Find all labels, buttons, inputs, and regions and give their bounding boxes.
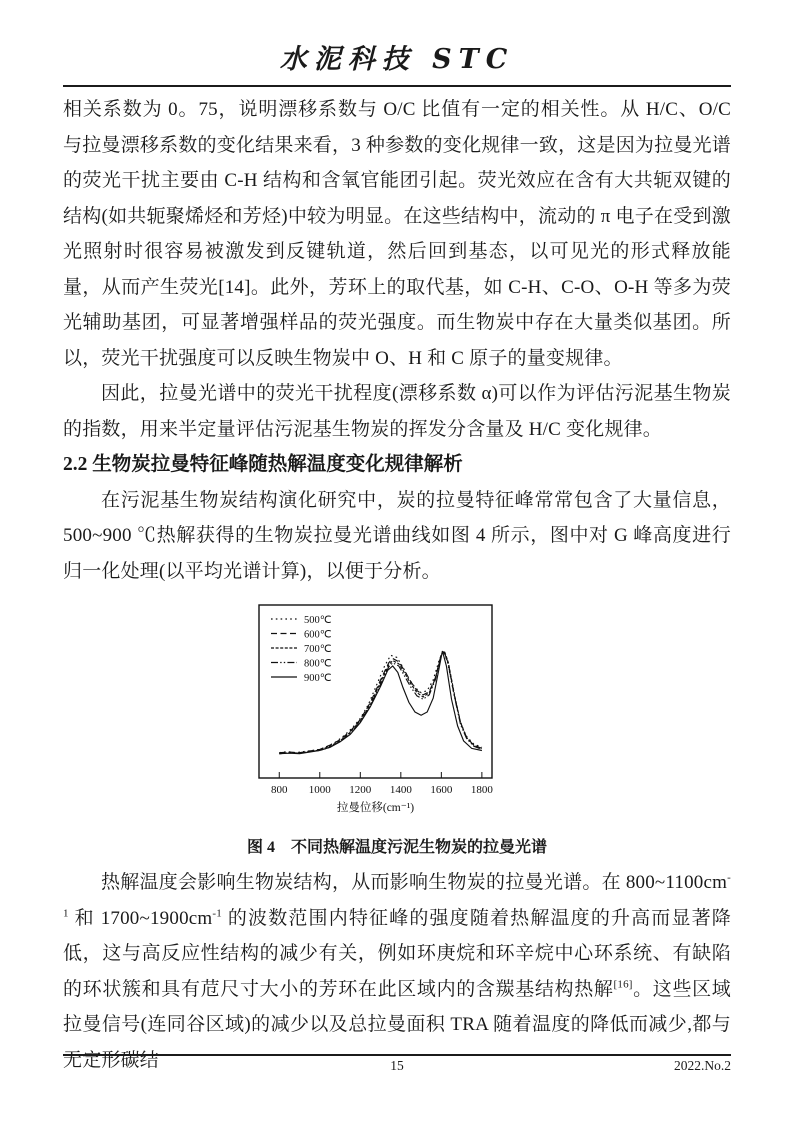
figure-caption: 图 4 不同热解温度污泥生物炭的拉曼光谱 xyxy=(246,839,547,856)
x-tick-label: 1600 xyxy=(430,784,453,796)
x-tick-label: 800 xyxy=(271,784,288,796)
paragraph-raman-intro xyxy=(63,483,731,590)
text-run: 和 1700~1900cm xyxy=(68,907,213,929)
paragraph-conclusion-alpha xyxy=(63,376,731,447)
legend-label-900℃: 900℃ xyxy=(304,673,332,684)
page-header xyxy=(63,44,731,87)
page-number: 15 xyxy=(390,1058,404,1073)
issue-label: 2022.No.2 xyxy=(674,1058,731,1073)
text-run: 。这些区域拉曼信号(连同谷区域)的减少以及总拉曼面积 TRA 随着温度的降低而减少,都与无定形碳结 xyxy=(63,978,731,1071)
superscript: -1 xyxy=(63,871,731,920)
text-run: 热解温度会影响生物炭结构，从而影响生物炭的拉曼光谱。在 800~1100cm xyxy=(101,872,728,893)
page-body xyxy=(63,87,731,1078)
figure-raman-spectra xyxy=(242,603,552,857)
x-axis-label: 拉曼位移(cm⁻¹) xyxy=(336,802,415,814)
footer-rule xyxy=(63,1054,731,1056)
section-heading-2-2: 2.2 生物炭拉曼特征峰随热解温度变化规律解析 xyxy=(63,454,463,475)
text-run: 在污泥基生物炭结构演化研究中，炭的拉曼特征峰常常包含了大量信息，500~900 ℃热解获得的生物炭拉曼光谱曲线如图 4 所示，图中对 G 峰高度进行归一化处理(以平均光谱计算)，以便于分析。 xyxy=(63,489,731,582)
legend-label-600℃: 600℃ xyxy=(304,629,332,641)
text-run: 相关系数为 0。75，说明漂移系数与 O/C 比值有一定的相关性。从 H/C、O/C 与拉曼漂移系数的变化结果来看，3 种参数的变化规律一致，这是因为拉曼光谱的荧光干扰主要由 C-H 结构和含氧官能团引起。荧光效应在含有大共轭双键的结构(如共轭聚烯烃和芳烃)中较为明显。在这些结构中，流动的 π 电子在受到激光照射时很容易被激发到反键轨道，然后回到基态，以可见光的形式释放能量，从而产生荧光[14]。此外，芳环上的取代基，如 C-H、C-O、O-H 等多为荧光辅助基团，可显著增强样品的荧光强度。而生物炭中存在大量类似基团。所以，荧光干扰强度可以反映生物炭中 O、H 和 C 原子的量变规律。 xyxy=(63,99,731,369)
text-run: 因此，拉曼光谱中的荧光干扰程度(漂移系数 α)可以作为评估污泥基生物炭的指数，用来半定量评估污泥基生物炭的挥发分含量及 H/C 变化规律。 xyxy=(63,383,731,440)
x-tick-label: 1800 xyxy=(470,784,493,796)
raman-spectra-svg xyxy=(247,603,547,827)
legend-label-800℃: 800℃ xyxy=(304,658,332,670)
legend-label-500℃: 500℃ xyxy=(304,615,332,626)
superscript: -1 xyxy=(212,907,222,920)
raman-spectra-chart xyxy=(247,603,547,832)
superscript: [16] xyxy=(613,978,633,991)
x-tick-label: 1400 xyxy=(389,784,412,796)
paragraph-fluorescence xyxy=(63,92,731,376)
page-footer xyxy=(63,1054,731,1078)
journal-title: 水泥科技 STC xyxy=(279,44,515,75)
legend-label-700℃: 700℃ xyxy=(304,644,332,655)
paragraph-temperature-effect xyxy=(63,865,731,1078)
x-tick-label: 1200 xyxy=(349,784,372,796)
x-tick-label: 1000 xyxy=(308,784,331,796)
text-run: 的波数范围内特征峰的强度随着热解温度的升高而显著降低，这与高反应性结构的减少有关，例如环庚烷和环辛烷中心环系统、有缺陷的环状簇和具有苊尺寸大小的芳环在此区域内的含羰基结构热解 xyxy=(63,907,731,1000)
